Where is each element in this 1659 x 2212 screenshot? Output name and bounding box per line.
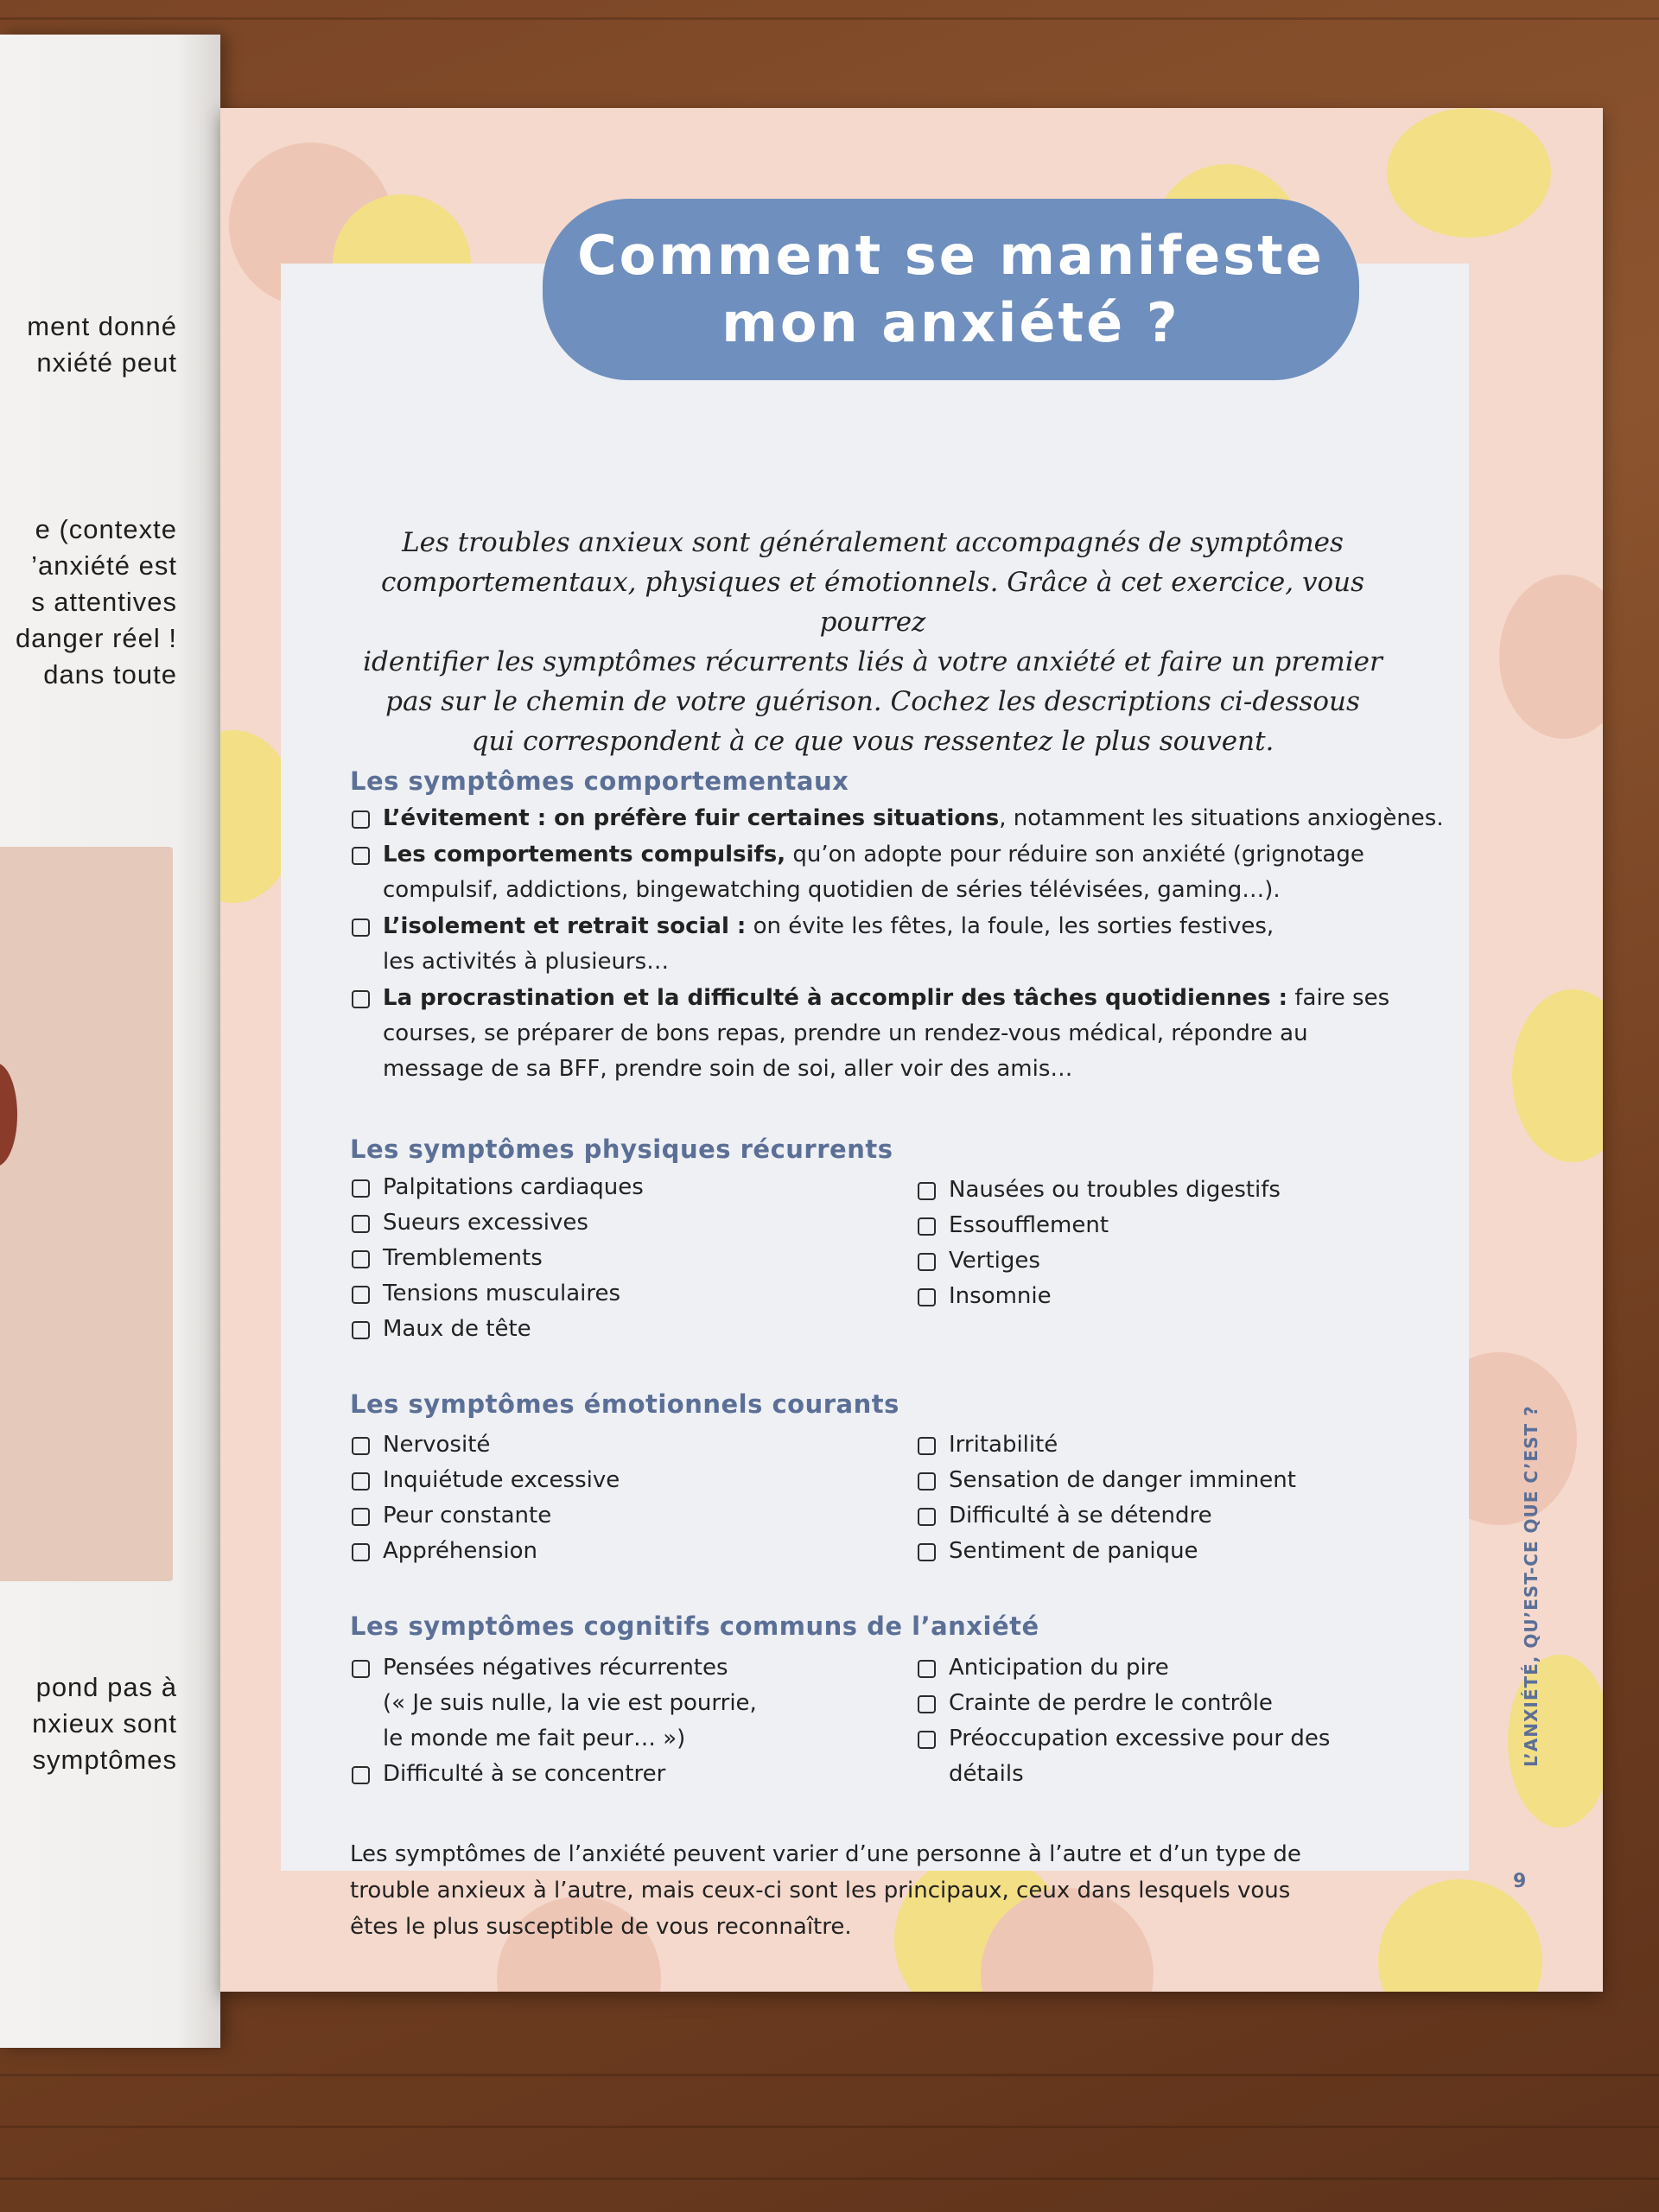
left-text-line: danger réel ! <box>15 623 177 653</box>
item-emotional: Peur constante <box>383 1503 552 1529</box>
wood-grain <box>0 2177 1659 2180</box>
intro-paragraph <box>333 523 1413 761</box>
page-title-line-1: Comment se manifeste <box>577 224 1325 287</box>
intro-line: pas sur le chemin de votre guérison. Cochez les descriptions ci-dessous <box>385 686 1360 717</box>
section-title-cognitive: Les symptômes cognitifs communs de l’anxiété <box>350 1611 1039 1641</box>
checkbox-cognitive[interactable] <box>918 1660 936 1678</box>
checkbox-cognitive[interactable] <box>352 1660 370 1678</box>
intro-line: identifier les symptômes récurrents liés à votre anxiété et faire un premier <box>363 646 1382 677</box>
item-avoidance: L’évitement : on préfère fuir certaines situations, notamment les situations anxiogènes. <box>383 805 1444 831</box>
exercise-card <box>281 224 1469 1940</box>
chapter-side-label <box>1521 1405 1555 1767</box>
checkbox-physical[interactable] <box>918 1253 936 1271</box>
section-title-behavioral: Les symptômes comportementaux <box>350 766 849 796</box>
section-title-physical: Les symptômes physiques récurrents <box>350 1135 893 1164</box>
decor-dot <box>1378 1879 1542 1992</box>
checkbox-cognitive[interactable] <box>918 1695 936 1713</box>
item-cognitive: Difficulté à se concentrer <box>383 1761 666 1787</box>
item-emotional: Sensation de danger imminent <box>949 1467 1296 1493</box>
item-cognitive: Crainte de perdre le contrôle <box>949 1690 1273 1716</box>
title-pill <box>543 199 1359 380</box>
item-physical: Palpitations cardiaques <box>383 1174 644 1200</box>
checkbox-cognitive[interactable] <box>352 1766 370 1784</box>
intro-line: Les troubles anxieux sont généralement accompagnés de symptômes <box>402 527 1344 558</box>
checkbox-physical[interactable] <box>352 1250 370 1268</box>
item-procrastination: La procrastination et la difficulté à accomplir des tâches quotidiennes : faire ses <box>383 985 1390 1011</box>
item-emotional: Nervosité <box>383 1432 491 1458</box>
left-text-line: e (contexte <box>35 514 177 544</box>
decor-dot <box>1512 989 1603 1162</box>
conclusion-line: Les symptômes de l’anxiété peuvent varier d’une personne à l’autre et d’un type de <box>350 1841 1301 1867</box>
left-text-line: nxieux sont <box>32 1708 177 1738</box>
intro-line: comportementaux, physiques et émotionnels. Grâce à cet exercice, vous pourrez <box>380 567 1365 638</box>
checkbox-emotional[interactable] <box>352 1508 370 1526</box>
checkbox-emotional[interactable] <box>918 1508 936 1526</box>
item-isolation-cont: les activités à plusieurs… <box>383 949 670 975</box>
intro-line: qui correspondent à ce que vous ressentez le plus souvent. <box>471 726 1274 757</box>
item-emotional: Difficulté à se détendre <box>949 1503 1212 1529</box>
item-physical: Maux de tête <box>383 1316 531 1342</box>
item-physical: Vertiges <box>949 1248 1040 1274</box>
item-compulsive: Les comportements compulsifs, qu’on adopte pour réduire son anxiété (grignotage <box>383 842 1364 868</box>
checkbox-emotional[interactable] <box>352 1543 370 1561</box>
checkbox-physical[interactable] <box>918 1182 936 1200</box>
checkbox-emotional[interactable] <box>918 1472 936 1491</box>
checkbox-isolation[interactable] <box>352 918 370 937</box>
right-page <box>220 108 1603 1992</box>
checkbox-physical[interactable] <box>918 1217 936 1236</box>
conclusion-line: êtes le plus susceptible de vous reconnaître. <box>350 1914 852 1940</box>
item-cognitive-cont: le monde me fait peur… ») <box>383 1726 686 1751</box>
item-emotional: Irritabilité <box>949 1432 1058 1458</box>
item-emotional: Appréhension <box>383 1538 538 1564</box>
item-physical: Nausées ou troubles digestifs <box>949 1177 1281 1203</box>
left-text-line: s attentives <box>31 587 177 617</box>
chapter-side-label-text: L’ANXIÉTÉ, QU’EST-CE QUE C’EST ? <box>1521 1405 1541 1767</box>
checkbox-physical[interactable] <box>352 1286 370 1304</box>
checkbox-physical[interactable] <box>352 1321 370 1339</box>
wood-grain <box>0 17 1659 20</box>
decor-dot <box>1387 108 1551 238</box>
decor-dot <box>1499 575 1603 739</box>
left-text-line: dans toute <box>43 659 177 690</box>
item-cognitive: Pensées négatives récurrentes <box>383 1655 728 1681</box>
item-cognitive-cont: détails <box>949 1761 1024 1787</box>
checkbox-emotional[interactable] <box>352 1437 370 1455</box>
photo-shape <box>0 1063 17 1166</box>
item-cognitive-cont: (« Je suis nulle, la vie est pourrie, <box>383 1690 757 1716</box>
page-title-line-2: mon anxiété ? <box>721 291 1180 354</box>
checkbox-physical[interactable] <box>352 1179 370 1198</box>
left-text-line: ’anxiété est <box>31 550 177 581</box>
checkbox-procrastination[interactable] <box>352 990 370 1008</box>
item-compulsive-cont: compulsif, addictions, bingewatching quotidien de séries télévisées, gaming…). <box>383 877 1281 903</box>
item-physical: Tremblements <box>383 1245 543 1271</box>
checkbox-emotional[interactable] <box>918 1437 936 1455</box>
conclusion-paragraph <box>350 1836 1335 1945</box>
item-physical: Tensions musculaires <box>383 1281 621 1306</box>
section-title-emotional: Les symptômes émotionnels courants <box>350 1389 899 1419</box>
checkbox-cognitive[interactable] <box>918 1731 936 1749</box>
left-page <box>0 35 220 2048</box>
checkbox-physical[interactable] <box>918 1288 936 1306</box>
wood-grain <box>0 2126 1659 2128</box>
left-text-line: nxiété peut <box>36 347 177 378</box>
item-isolation: L’isolement et retrait social : on évite les fêtes, la foule, les sorties festives, <box>383 913 1274 939</box>
conclusion-line: trouble anxieux à l’autre, mais ceux-ci sont les principaux, ceux dans lesquels vous <box>350 1878 1291 1904</box>
wood-grain <box>0 2074 1659 2076</box>
checkbox-compulsive[interactable] <box>352 847 370 865</box>
item-procrastination-cont: message de sa BFF, prendre soin de soi, aller voir des amis… <box>383 1056 1073 1082</box>
item-physical: Sueurs excessives <box>383 1210 588 1236</box>
item-emotional: Inquiétude excessive <box>383 1467 620 1493</box>
checkbox-emotional[interactable] <box>918 1543 936 1561</box>
item-physical: Insomnie <box>949 1283 1052 1309</box>
item-physical: Essoufflement <box>949 1212 1109 1238</box>
checkbox-avoidance[interactable] <box>352 810 370 829</box>
item-emotional: Sentiment de panique <box>949 1538 1198 1564</box>
left-text-line: pond pas à <box>35 1672 177 1702</box>
checkbox-emotional[interactable] <box>352 1472 370 1491</box>
page-number: 9 <box>1513 1871 1527 1892</box>
left-photo <box>0 847 173 1581</box>
left-text-line: symptômes <box>32 1745 177 1775</box>
checkbox-physical[interactable] <box>352 1215 370 1233</box>
left-text-line: ment donné <box>27 311 177 341</box>
item-procrastination-cont: courses, se préparer de bons repas, prendre un rendez-vous médical, répondre au <box>383 1020 1308 1046</box>
item-cognitive: Préoccupation excessive pour des <box>949 1726 1331 1751</box>
item-cognitive: Anticipation du pire <box>949 1655 1169 1681</box>
